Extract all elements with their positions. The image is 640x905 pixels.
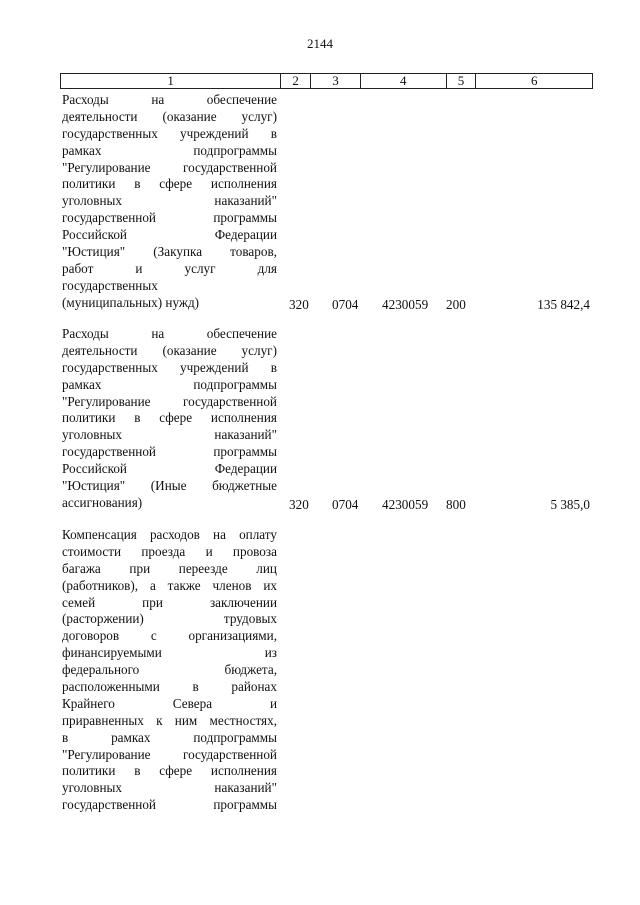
description-line xyxy=(62,244,277,261)
description-word: исполнения xyxy=(210,763,277,779)
row-1-col-5: 200 xyxy=(446,297,466,312)
description-word: "Регулирование xyxy=(62,393,151,409)
table-header xyxy=(60,73,593,89)
description-word: рамках xyxy=(111,729,151,745)
description-line xyxy=(62,427,277,444)
description-word: провоза xyxy=(232,543,277,559)
description-word: финансируемыми xyxy=(62,645,162,661)
description-line xyxy=(62,763,277,780)
description-word: подпрограммы xyxy=(193,376,277,392)
description-word: проезда xyxy=(141,543,186,559)
description-word: членов xyxy=(212,577,252,593)
description-word: государственных xyxy=(62,125,158,141)
description-word: сфере xyxy=(159,176,193,192)
description-word: (расторжении) xyxy=(62,611,144,627)
description-word: государственной xyxy=(62,797,156,813)
description-word: рамках xyxy=(62,376,102,392)
description-word: переезде xyxy=(178,560,228,576)
description-word: Расходы xyxy=(62,326,109,341)
description-word: государственной xyxy=(183,746,277,762)
description-word: Севера xyxy=(172,695,213,711)
description-line xyxy=(62,143,277,160)
description-word: "Юстиция" xyxy=(62,244,126,260)
description-word: Федерации xyxy=(214,227,277,243)
description-word: Компенсация xyxy=(62,527,137,542)
description-word: (Иные xyxy=(150,478,187,494)
description-word: обеспечение xyxy=(206,92,277,107)
description-word: услуг) xyxy=(241,108,277,124)
description-word: государственной xyxy=(62,444,156,460)
description-word: программы xyxy=(213,210,277,226)
description-word: деятельности xyxy=(62,108,138,124)
description-word: заключении xyxy=(209,594,277,610)
description-word: наказаний" xyxy=(214,427,277,443)
description-word: государственных xyxy=(62,277,158,293)
description-word: с xyxy=(150,628,157,644)
description-word: из xyxy=(264,645,277,661)
description-line xyxy=(62,227,277,244)
page-number: 2144 xyxy=(307,36,333,51)
description-line xyxy=(62,126,277,143)
row-2-col-5: 800 xyxy=(446,497,466,512)
description-line xyxy=(62,176,277,193)
description-line xyxy=(62,495,277,512)
row-1-col-4: 4230059 xyxy=(382,297,429,312)
description-word: Расходы xyxy=(62,92,109,107)
description-word: исполнения xyxy=(210,410,277,426)
description-word: договоров xyxy=(62,628,120,644)
description-word: Российской xyxy=(62,227,127,243)
description-word: государственных xyxy=(62,359,158,375)
description-word: государственной xyxy=(62,210,156,226)
description-word: Крайнего xyxy=(62,695,115,711)
header-col-1: 1 xyxy=(61,74,281,88)
description-word: бюджета, xyxy=(224,662,277,678)
header-col-2: 2 xyxy=(281,74,311,88)
description-line xyxy=(62,747,277,764)
description-word: в xyxy=(134,410,141,426)
description-word: подпрограммы xyxy=(193,729,277,745)
description-line xyxy=(62,595,277,612)
description-line xyxy=(62,611,277,628)
description-word: ассигнования) xyxy=(62,494,143,510)
description-word: "Юстиция" xyxy=(62,478,126,494)
description-word: наказаний" xyxy=(214,193,277,209)
description-line xyxy=(62,797,277,814)
description-line xyxy=(62,92,277,109)
row-1-col-3: 0704 xyxy=(332,297,359,312)
description-word: оплату xyxy=(239,527,277,542)
description-word: также xyxy=(167,577,201,593)
row-2-col-3: 0704 xyxy=(332,497,359,512)
description-word: расходов xyxy=(149,527,200,542)
description-line xyxy=(62,295,277,312)
description-line xyxy=(62,780,277,797)
header-col-6: 6 xyxy=(530,73,538,88)
header-col-3: 3 xyxy=(311,74,361,88)
description-word: расположенными xyxy=(62,679,160,695)
description-word: при xyxy=(142,594,163,610)
description-word: наказаний" xyxy=(214,780,277,796)
description-word: Федерации xyxy=(214,461,277,477)
description-word: работ xyxy=(62,260,94,276)
description-word: обеспечение xyxy=(206,326,277,341)
description-line xyxy=(62,461,277,478)
description-line xyxy=(62,261,277,278)
description-word: уголовных xyxy=(62,780,123,796)
row-3-description xyxy=(62,527,277,814)
description-word: лиц xyxy=(256,560,277,576)
description-word: "Регулирование xyxy=(62,746,151,762)
description-line xyxy=(62,730,277,747)
row-2-col-4: 4230059 xyxy=(382,497,429,512)
description-line xyxy=(62,278,277,295)
description-word: ним xyxy=(174,712,198,728)
row-1-description xyxy=(62,92,277,312)
description-line xyxy=(62,713,277,730)
row-2-col-2: 320 xyxy=(289,497,309,512)
description-line xyxy=(62,679,277,696)
description-word: районах xyxy=(231,679,277,695)
description-word: местностях, xyxy=(209,712,277,728)
description-word: Российской xyxy=(62,461,127,477)
description-line xyxy=(62,360,277,377)
description-word: (работников), xyxy=(62,577,139,593)
description-word: на xyxy=(151,326,165,341)
description-line xyxy=(62,628,277,645)
description-word: организациями, xyxy=(188,628,277,644)
description-line xyxy=(62,561,277,578)
description-word: программы xyxy=(213,797,277,813)
description-line xyxy=(62,544,277,561)
description-word: для xyxy=(257,260,277,276)
description-line xyxy=(62,410,277,427)
description-word: бюджетные xyxy=(212,478,277,494)
description-line xyxy=(62,377,277,394)
description-word: подпрограммы xyxy=(193,142,277,158)
description-line xyxy=(62,109,277,126)
description-word: в xyxy=(270,125,277,141)
description-line xyxy=(62,343,277,360)
description-word: "Регулирование xyxy=(62,159,151,175)
description-word: рамках xyxy=(62,142,102,158)
row-1-col-6: 135 842,4 xyxy=(537,297,590,312)
description-word: программы xyxy=(213,444,277,460)
header-col-5: 5 xyxy=(447,74,477,88)
description-line xyxy=(62,662,277,679)
description-line xyxy=(62,210,277,227)
description-word: (оказание xyxy=(162,342,217,358)
description-word: политики xyxy=(62,763,116,779)
description-word: уголовных xyxy=(62,427,123,443)
description-word: в xyxy=(134,763,141,779)
description-word: багажа xyxy=(62,560,101,576)
description-word: и xyxy=(269,695,277,711)
description-word: политики xyxy=(62,176,116,192)
description-line xyxy=(62,394,277,411)
description-word: в xyxy=(134,176,141,192)
description-word: в xyxy=(62,729,69,745)
description-word: (оказание xyxy=(162,108,217,124)
description-line xyxy=(62,160,277,177)
description-word: политики xyxy=(62,410,116,426)
description-word: стоимости xyxy=(62,543,122,559)
description-word: услуг) xyxy=(241,342,277,358)
description-word: и xyxy=(135,260,143,276)
description-word: на xyxy=(151,92,165,107)
description-line xyxy=(62,444,277,461)
description-line xyxy=(62,193,277,210)
description-line xyxy=(62,578,277,595)
description-word: а xyxy=(149,577,156,593)
description-word: учреждений xyxy=(180,125,249,141)
description-word: и xyxy=(205,543,213,559)
row-2-description xyxy=(62,326,277,512)
description-word: на xyxy=(213,527,226,542)
description-word: государственной xyxy=(183,159,277,175)
description-line xyxy=(62,527,277,544)
description-line xyxy=(62,478,277,495)
description-word: деятельности xyxy=(62,342,138,358)
description-word: семей xyxy=(62,594,96,610)
description-word: приравненных xyxy=(62,712,144,728)
description-word: услуг xyxy=(184,260,216,276)
description-word: при xyxy=(129,560,151,576)
description-word: их xyxy=(263,577,277,593)
description-word: исполнения xyxy=(210,176,277,192)
description-word: в xyxy=(270,359,277,375)
description-word: трудовых xyxy=(223,611,277,627)
description-word: федерального xyxy=(62,662,140,678)
description-word: (муниципальных) нужд) xyxy=(62,294,200,310)
header-col-4: 4 xyxy=(361,74,447,88)
description-line xyxy=(62,326,277,343)
description-word: к xyxy=(156,712,163,728)
description-word: (Закупка xyxy=(153,244,203,260)
description-word: сфере xyxy=(159,763,193,779)
description-word: в xyxy=(192,679,199,695)
description-line xyxy=(62,696,277,713)
description-word: учреждений xyxy=(180,359,249,375)
description-word: сфере xyxy=(159,410,193,426)
row-2-col-6: 5 385,0 xyxy=(550,497,590,512)
row-1-col-2: 320 xyxy=(289,297,309,312)
description-word: государственной xyxy=(183,393,277,409)
description-word: товаров, xyxy=(230,244,277,260)
description-line xyxy=(62,645,277,662)
description-word: уголовных xyxy=(62,193,123,209)
